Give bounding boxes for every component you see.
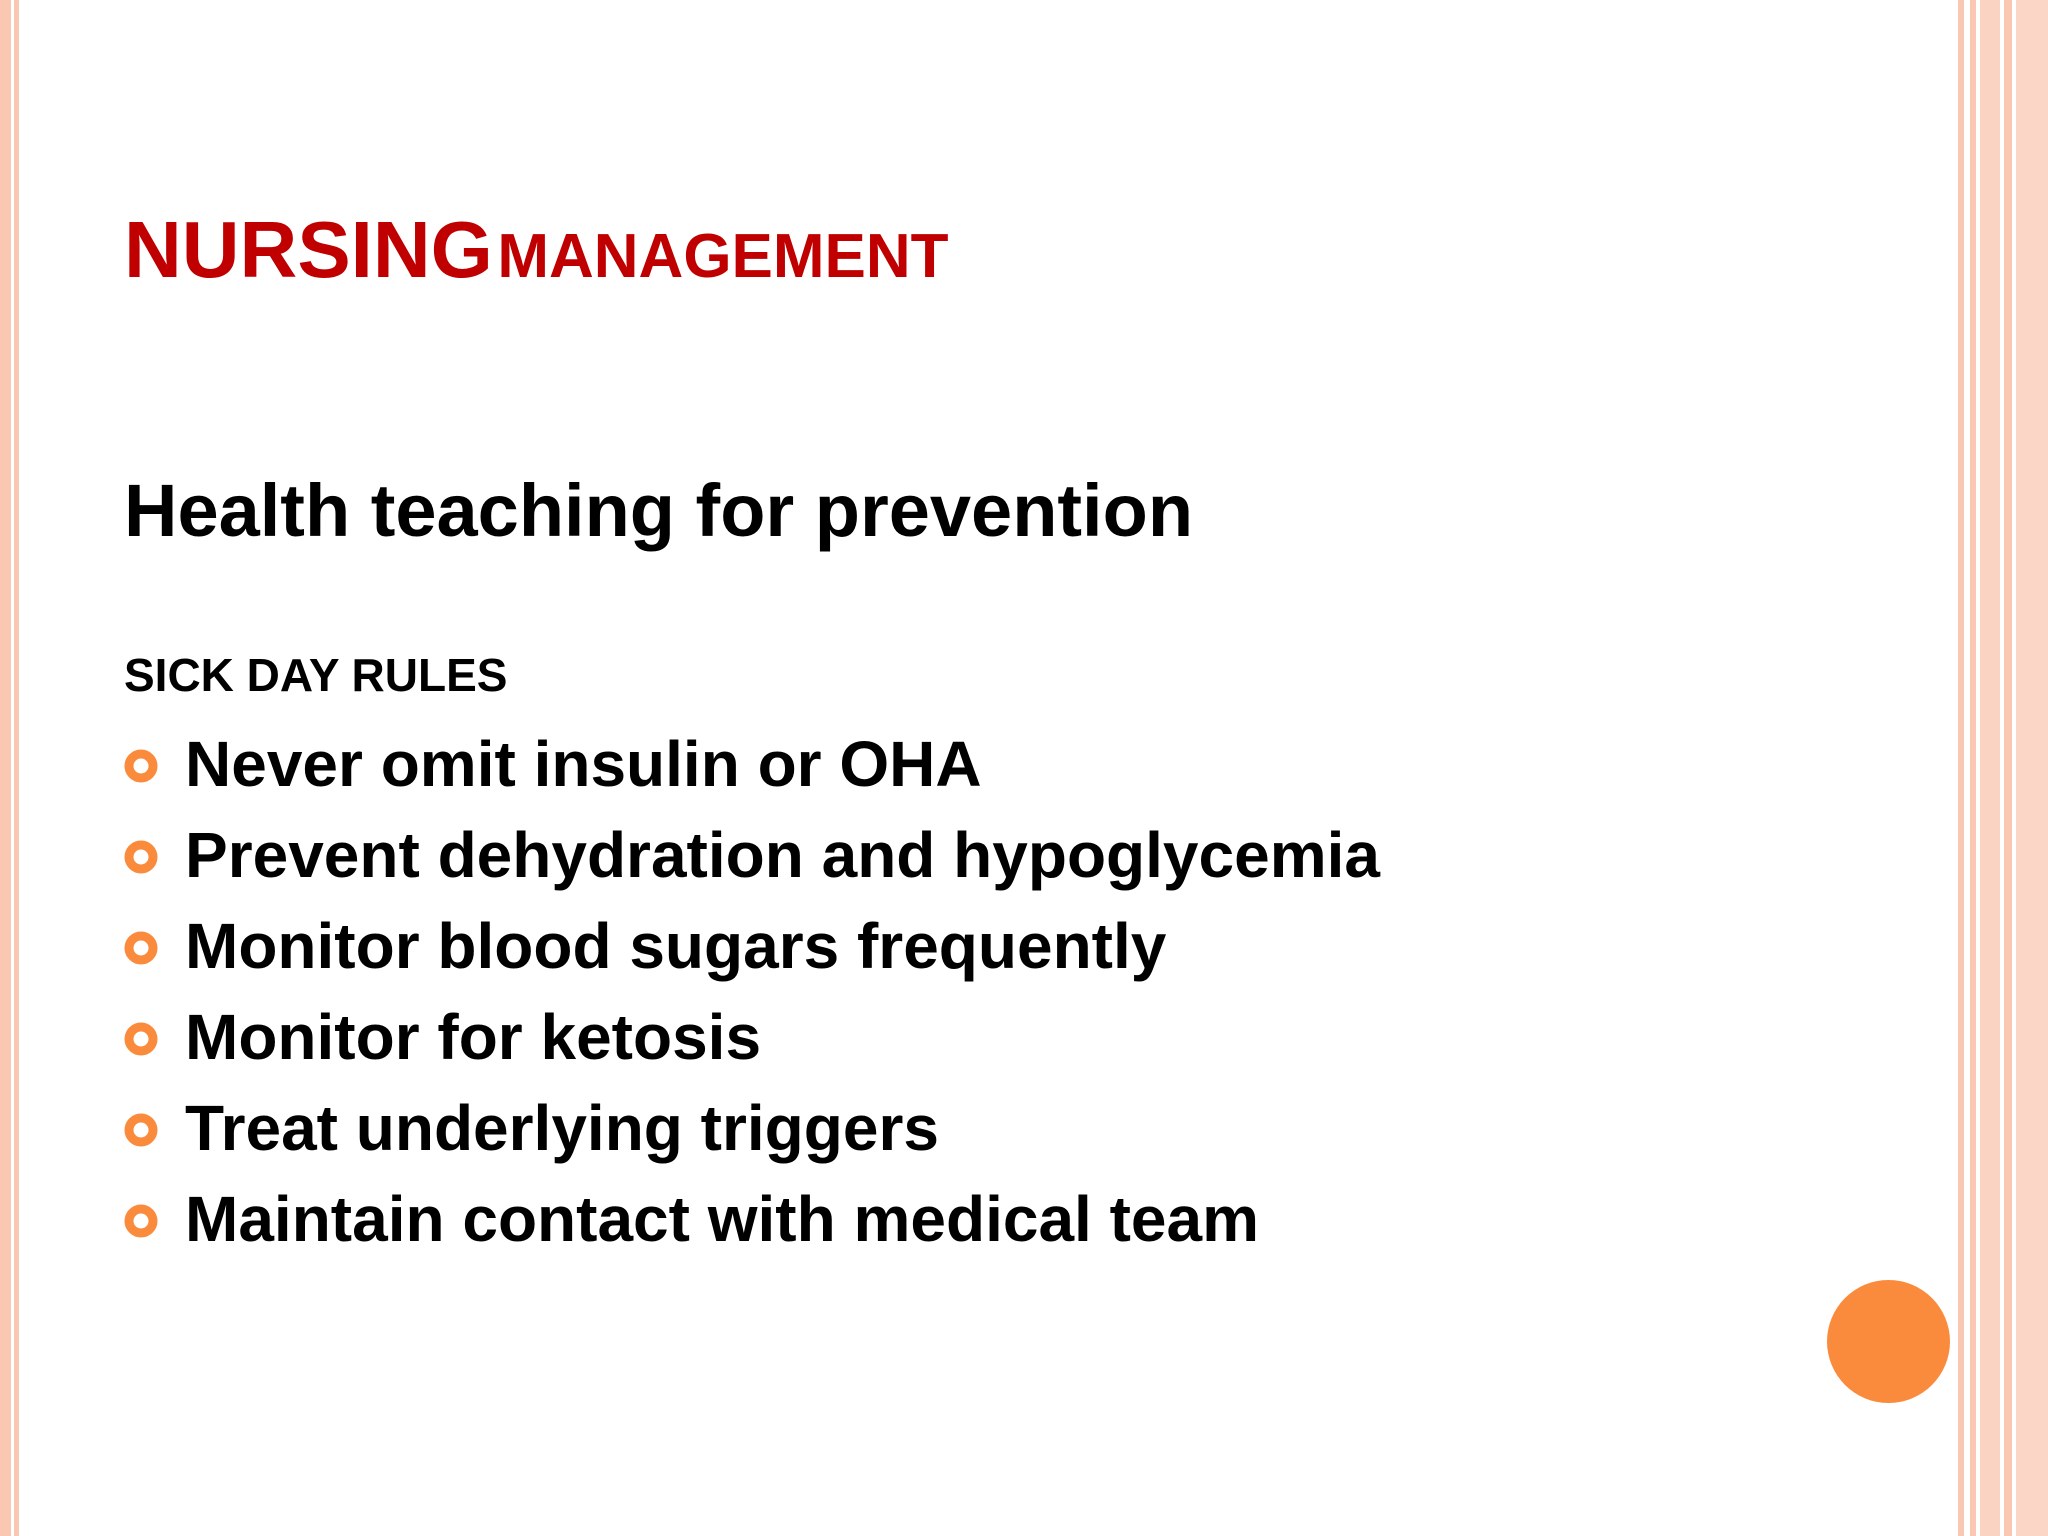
bullet-text: Monitor for ketosis (185, 1000, 762, 1073)
ring-bullet-icon (124, 1022, 158, 1056)
slide-title-main: NURSING (124, 205, 493, 294)
right-border-stripe (1970, 0, 1976, 1536)
right-border-stripe (1958, 0, 1964, 1536)
bullet-text: Prevent dehydration and hypoglycemia (185, 818, 1380, 891)
slide-title (124, 205, 949, 294)
bullet-text: Treat underlying triggers (185, 1091, 939, 1164)
section-label: SICK DAY RULES (124, 649, 508, 701)
list-item (124, 718, 1380, 809)
ring-bullet-icon (124, 1113, 158, 1147)
slide-title-rest: MANAGEMENT (497, 222, 949, 291)
right-border-stripe (2004, 0, 2012, 1536)
bullet-text: Maintain contact with medical team (185, 1182, 1259, 1255)
ring-bullet-icon (124, 840, 158, 874)
list-item (124, 1173, 1380, 1264)
list-item (124, 809, 1380, 900)
left-border-stripe (14, 0, 19, 1536)
list-item (124, 1082, 1380, 1173)
bullet-text: Monitor blood sugars frequently (185, 909, 1167, 982)
bullet-list (124, 718, 1380, 1264)
slide-subtitle: Health teaching for prevention (124, 469, 1194, 552)
ring-bullet-icon (124, 749, 158, 783)
ring-bullet-icon (124, 1204, 158, 1238)
bullet-text: Never omit insulin or OHA (185, 727, 982, 800)
decorative-orange-circle (1827, 1280, 1950, 1403)
right-border-stripe (1980, 0, 2000, 1536)
ring-bullet-icon (124, 931, 158, 965)
left-border-stripe (0, 0, 11, 1536)
list-item (124, 900, 1380, 991)
right-border-stripe (2016, 0, 2048, 1536)
list-item (124, 991, 1380, 1082)
